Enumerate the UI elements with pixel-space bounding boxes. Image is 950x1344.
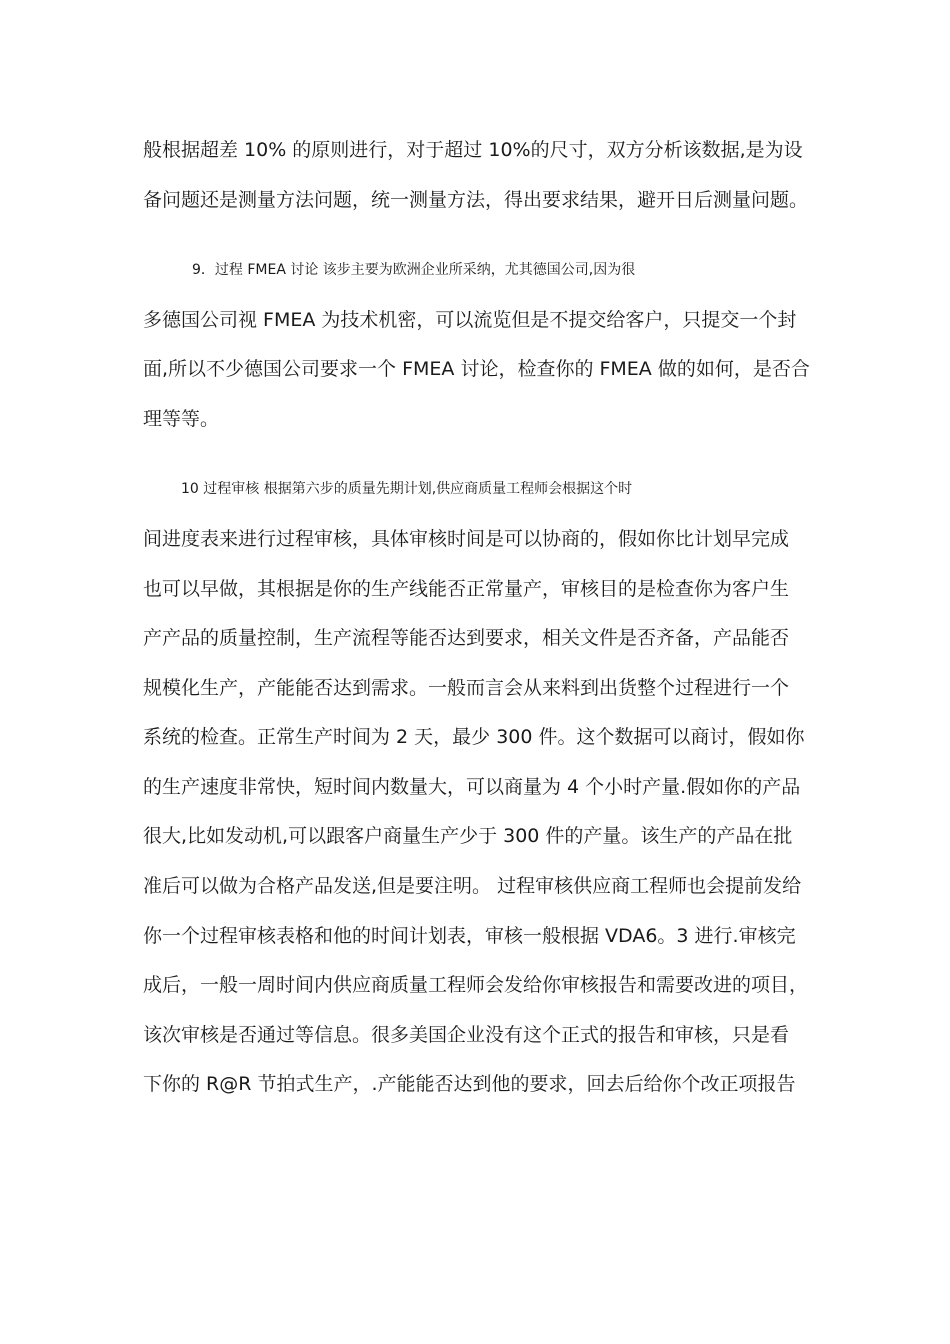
paragraph-10-line-4: 产产品的质量控制，生产流程等能否达到要求，相关文件是否齐备，产品能否 [143,627,790,649]
paragraph-10-line-5: 规模化生产，产能能否达到需求。一般而言会从来料到出货整个过程进行一个 [143,677,790,699]
paragraph-10-line-9: 准后可以做为合格产品发送,但是要注明。 过程审核供应商工程师也会提前发给 [143,875,802,897]
paragraph-10-line-12: 该次审核是否通过等信息。很多美国企业没有这个正式的报告和审核，只是看 [143,1024,790,1046]
paragraph-10-line-1: 10 过程审核 根据第六步的质量先期计划,供应商质量工程师会根据这个时 [181,481,633,497]
paragraph-8-line-2: 备问题还是测量方法问题，统一测量方法，得出要求结果，避开日后测量问题。 [143,189,809,211]
paragraph-10-line-2: 间进度表来进行过程审核，具体审核时间是可以协商的，假如你比计划早完成 [143,528,790,550]
paragraph-9-line-1: 9．过程 FMEA 讨论 该步主要为欧洲企业所采纳，尤其德国公司,因为很 [192,262,636,278]
paragraph-9-line-3: 面,所以不少德国公司要求一个 FMEA 讨论，检查你的 FMEA 做的如何，是否合 [143,358,810,380]
paragraph-10-line-7: 的生产速度非常快，短时间内数量大，可以商量为 4 个小时产量.假如你的产品 [143,776,801,798]
paragraph-10-line-11: 成后，一般一周时间内供应商质量工程师会发给你审核报告和需要改进的项目， [143,974,809,996]
paragraph-10-line-10: 你一个过程审核表格和他的时间计划表，审核一般根据 VDA6。3 进行.审核完 [143,925,796,947]
paragraph-9-line-4: 理等等。 [143,408,220,430]
paragraph-10-line-6: 系统的检查。正常生产时间为 2 天，最少 300 件。这个数据可以商讨，假如你 [143,726,805,748]
paragraph-10-line-8: 很大,比如发动机,可以跟客户商量生产少于 300 件的产量。该生产的产品在批 [143,825,793,847]
paragraph-10-line-3: 也可以早做，其根据是你的生产线能否正常量产，审核目的是检查你为客户生 [143,578,790,600]
paragraph-10-line-13: 下你的 R@R 节拍式生产，.产能能否达到他的要求，回去后给你个改正项报告 [143,1073,796,1095]
paragraph-9-line-2: 多德国公司视 FMEA 为技术机密，可以流览但是不提交给客户，只提交一个封 [143,309,797,331]
paragraph-8-line-1: 般根据超差 10% 的原则进行，对于超过 10%的尺寸，双方分析该数据,是为设 [143,139,803,161]
